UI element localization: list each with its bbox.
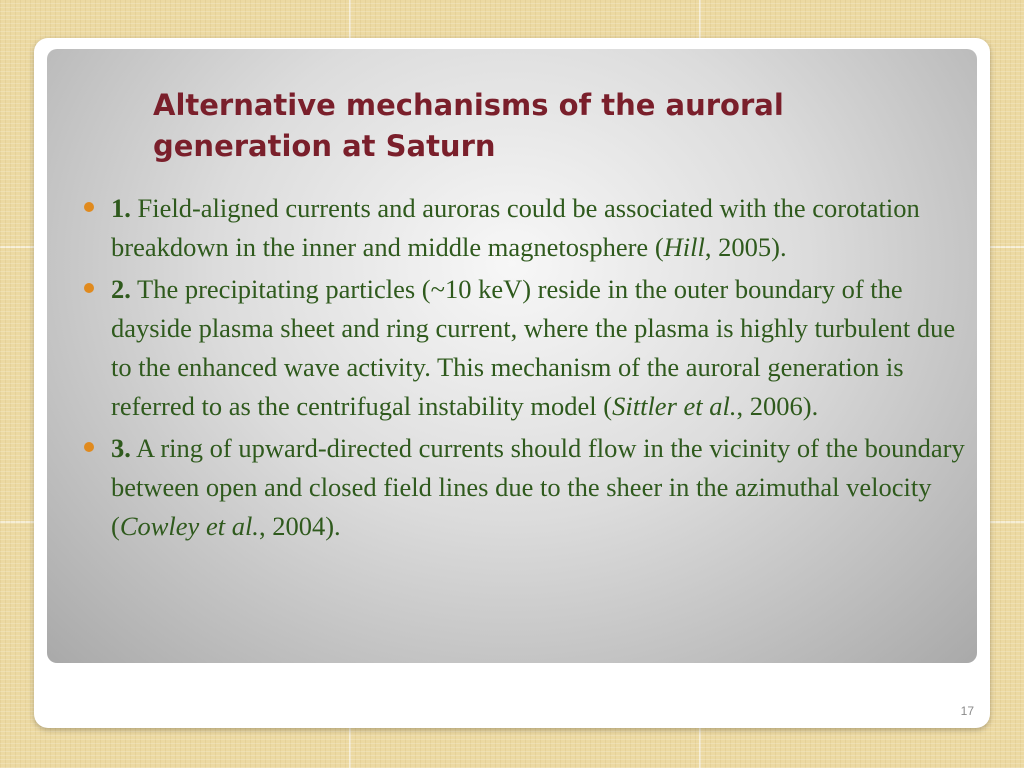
list-item xyxy=(83,189,973,267)
list-item xyxy=(83,270,973,426)
bullet-list xyxy=(83,189,973,549)
citation-year: , 2005). xyxy=(704,232,787,262)
bullet-icon xyxy=(84,202,94,212)
content-panel xyxy=(47,49,977,663)
bullet-number: 3. xyxy=(111,433,131,463)
citation-author: Hill xyxy=(663,232,705,262)
bullet-text: A ring of upward-directed currents should flow in the vicinity of the boundary between open and closed field lines due to the sheer in the azimuthal velocity ( xyxy=(111,433,965,541)
slide-title: Alternative mechanisms of the auroral generation at Saturn xyxy=(153,88,784,163)
bullet-number: 1. xyxy=(111,193,131,223)
list-item xyxy=(83,429,973,546)
bullet-text: Field-aligned currents and auroras could be associated with the corotation breakdown in the inner and middle magnetosphere ( xyxy=(111,193,920,262)
citation-year: , 2006). xyxy=(736,391,819,421)
slide-card xyxy=(34,38,990,728)
citation-year: , 2004). xyxy=(258,511,341,541)
bullet-text: The precipitating particles (~10 keV) reside in the outer boundary of the dayside plasma sheet and ring current, where the plasma is highly turbulent due to the enhanced wave activity. This mechanism of the auroral generation is referred to as the centrifugal instability model ( xyxy=(111,274,956,421)
citation-author: Cowley et al. xyxy=(119,511,259,541)
bullet-number: 2. xyxy=(111,274,131,304)
bullet-icon xyxy=(84,283,94,293)
bullet-icon xyxy=(84,442,94,452)
slide-number: 17 xyxy=(960,704,974,718)
citation-author: Sittler et al. xyxy=(612,391,737,421)
